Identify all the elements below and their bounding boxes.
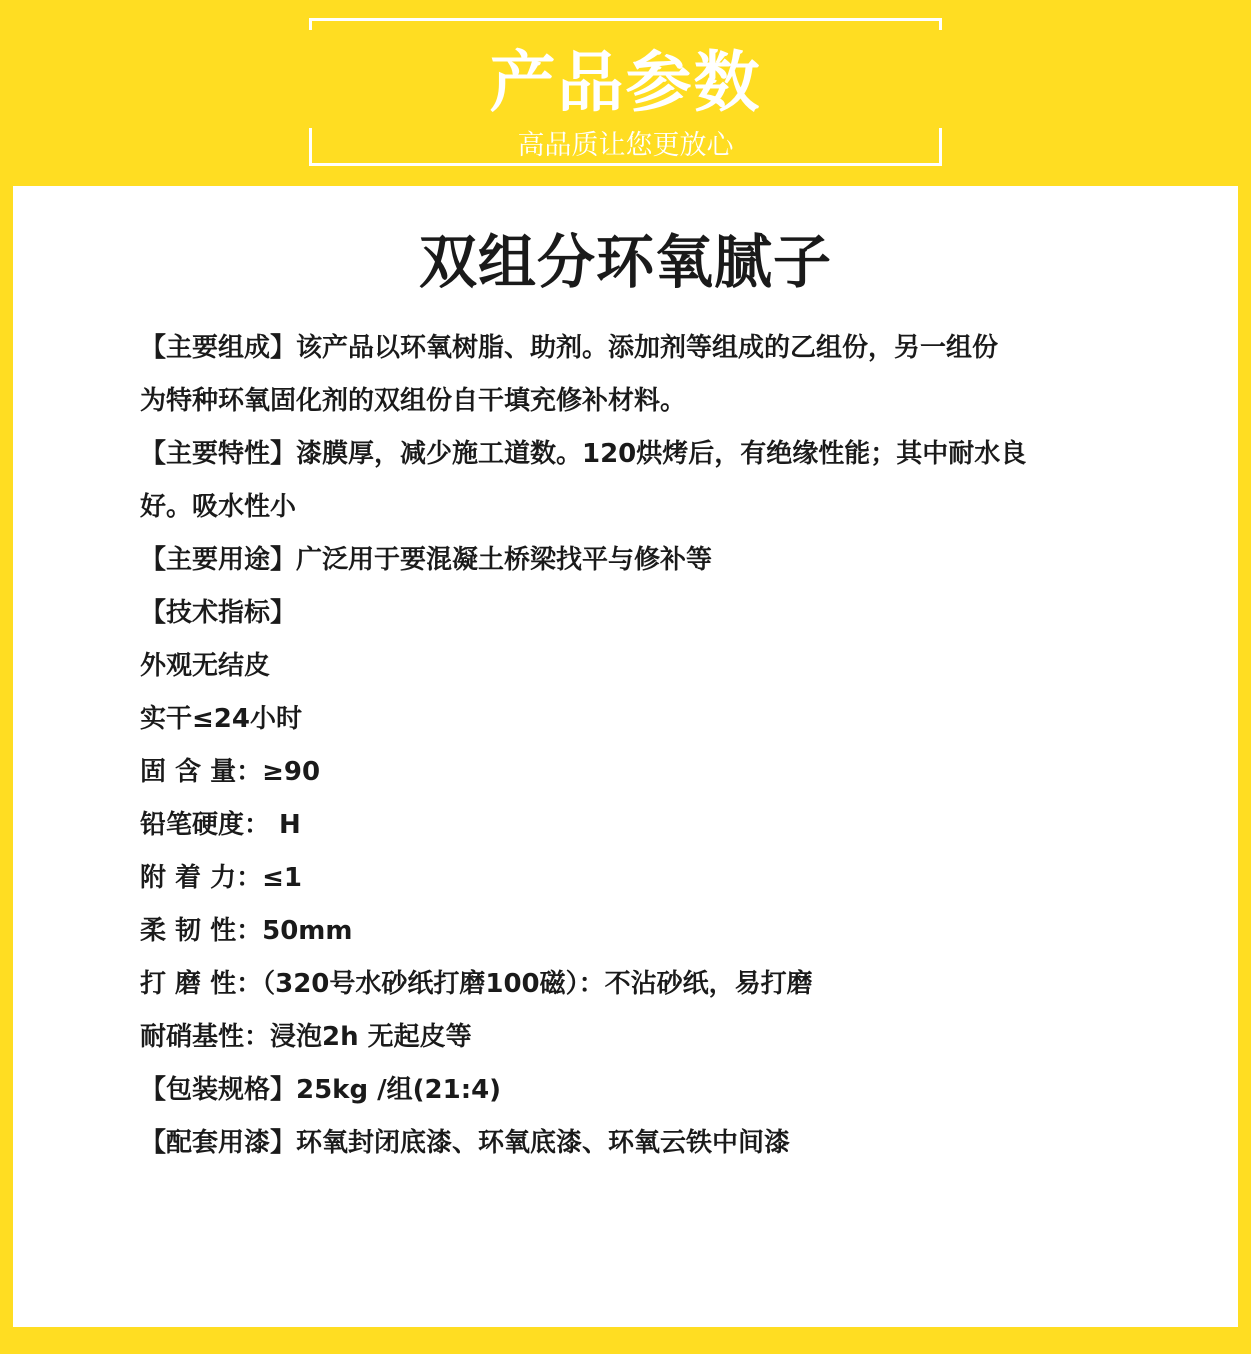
spec-line-matching-paints: 【配套用漆】环氧封闭底漆、环氧底漆、环氧云铁中间漆 [140, 1128, 791, 1158]
spec-line-appearance: 外观无结皮 [140, 651, 271, 681]
frame-top-left-tick [309, 18, 312, 30]
spec-line-dry-time: 实干≤24小时 [140, 704, 302, 734]
header-frame [309, 18, 942, 166]
spec-line-properties-2: 好。吸水性小 [140, 492, 297, 522]
spec-line-packaging: 【包装规格】25kg /组(21:4) [140, 1075, 502, 1105]
spec-line-composition-2: 为特种环氧固化剂的双组份自干填充修补材料。 [140, 386, 687, 416]
header-title: 产品参数 [489, 44, 762, 121]
spec-line-properties-1: 【主要特性】漆膜厚，减少施工道数。120烘烤后，有绝缘性能；其中耐水良 [140, 439, 1027, 469]
spec-line-adhesion: 附 着 力：≤1 [140, 863, 302, 893]
header-subtitle: 高品质让您更放心 [517, 130, 734, 161]
spec-line-solid-content: 固 含 量：≥90 [140, 757, 321, 787]
frame-top-right-tick [939, 18, 942, 30]
frame-top-border [309, 18, 942, 21]
content-panel [13, 186, 1238, 1327]
spec-line-sandability: 打 磨 性：（320号水砂纸打磨100磁）：不沾砂纸，易打磨 [140, 969, 813, 999]
spec-line-tech-heading: 【技术指标】 [140, 598, 297, 628]
spec-line-nitro-resistance: 耐硝基性：浸泡2h 无起皮等 [140, 1022, 472, 1052]
frame-bottom-border [309, 163, 942, 166]
spec-line-composition-1: 【主要组成】该产品以环氧树脂、助剂。添加剂等组成的乙组份，另一组份 [140, 333, 999, 363]
spec-line-pencil-hardness: 铅笔硬度： H [140, 810, 301, 840]
spec-line-usage: 【主要用途】广泛用于要混凝土桥梁找平与修补等 [140, 545, 713, 575]
spec-list [140, 322, 1120, 1170]
spec-line-flexibility: 柔 韧 性：50mm [140, 916, 353, 946]
product-title: 双组分环氧腻子 [418, 228, 832, 296]
